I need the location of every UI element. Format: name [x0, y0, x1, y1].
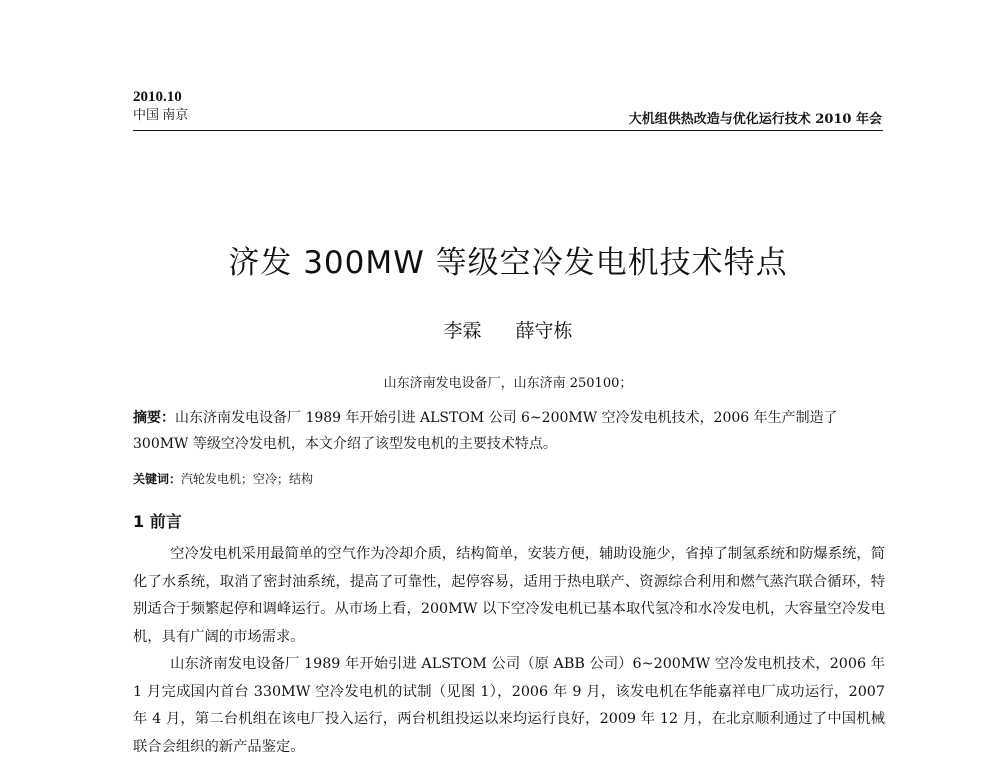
paper-title: 济发 300MW 等级空冷发电机技术特点: [228, 245, 788, 281]
header-rule: [133, 130, 883, 131]
abstract-label: 摘要：: [133, 410, 175, 426]
header-place: 中国 南京: [133, 107, 189, 122]
keywords-text: 汽轮发电机；空冷；结构: [181, 472, 314, 486]
paper-affiliation: 山东济南发电设备厂，山东济南 250100；: [383, 376, 633, 391]
section-body: [133, 541, 885, 761]
header-date: 2010.10: [133, 89, 182, 105]
paper-authors: 李霖 薛守栋: [443, 320, 573, 342]
body-paragraph: 山东济南发电设备厂 1989 年开始引进 ALSTOM 公司（原 ABB 公司）6~200MW 空冷发电机技术，2006 年 1 月完成国内首台 330MW 空冷发电机的试制（见图 1），2006 年 9 月，该发电机在华能嘉祥电厂成功运行，2007 年 4 月，第二台机组在该电厂投入运行，两台机组投运以来均运行良好，2009 年 12 月，在北京顺利通过了中国机械联合会组织的新产品鉴定。: [133, 656, 885, 755]
section-heading: 1 前言: [133, 512, 182, 531]
abstract: [133, 405, 885, 457]
abstract-text: 山东济南发电设备厂 1989 年开始引进 ALSTOM 公司 6~200MW 空冷发电机技术，2006 年生产制造了 300MW 等级空冷发电机，本文介绍了该型发电机的主要技术特点。: [133, 410, 838, 452]
header-left: [133, 88, 188, 124]
body-paragraph: 空冷发电机采用最简单的空气作为冷却介质，结构简单，安装方便，辅助设施少，省掉了制氢系统和防爆系统，简化了水系统，取消了密封油系统，提高了可靠性，起停容易，适用于热电联产、资源综合利用和燃气蒸汽联合循环，特别适合于频繁起停和调峰运行。从市场上看，200MW 以下空冷发电机已基本取代氢冷和水冷发电机，大容量空冷发电机，具有广阔的市场需求。: [133, 546, 886, 645]
keywords: [133, 470, 885, 487]
keywords-label: 关键词：: [133, 472, 182, 486]
header-conference: 大机组供热改造与优化运行技术 2010 年会: [628, 112, 882, 127]
